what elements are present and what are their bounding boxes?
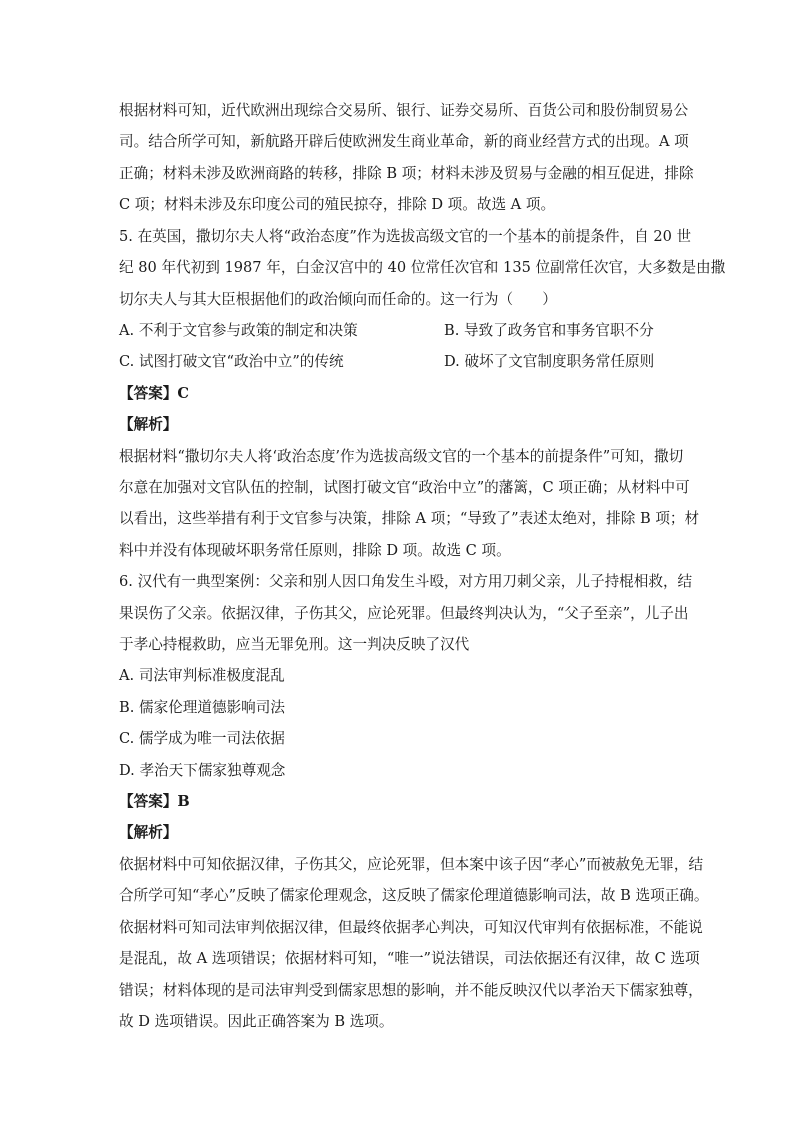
text-line: 正确；材料未涉及欧洲商路的转移，排除 B 项；材料未涉及贸易与金融的相互促进，排除	[119, 165, 694, 182]
analysis-text: 料中并没有体现破坏职务常任原则，排除 D 项。故选 C 项。	[119, 542, 511, 559]
option-c: C. 试图打破文官“政治中立”的传统	[119, 353, 344, 370]
option-b: B. 导致了政务官和事务官职不分	[444, 322, 654, 339]
analysis-text: 错误；材料体现的是司法审判受到儒家思想的影响，并不能反映汉代以孝治天下儒家独尊，	[119, 982, 703, 999]
option-a: A. 不利于文官参与政策的制定和决策	[119, 322, 358, 339]
text-line: 根据材料可知，近代欧洲出现综合交易所、银行、证券交易所、百货公司和股份制贸易公	[119, 102, 689, 119]
question-6-stem: 于孝心持棍救助，应当无罪免刑。这一判决反映了汉代	[119, 636, 470, 653]
text-line: C 项；材料未涉及东印度公司的殖民掠夺，排除 D 项。故选 A 项。	[119, 196, 556, 213]
question-5-stem: 5. 在英国，撒切尔夫人将“政治态度”作为选拔高级文官的一个基本的前提条件，自 20 世	[119, 228, 692, 245]
question-6-stem: 果误伤了父亲。依据汉律，子伤其父，应论死罪。但最终判决认为，“父子至亲”，儿子出	[119, 605, 689, 622]
option-d: D. 孝治天下儒家独尊观念	[119, 762, 286, 779]
option-a: A. 司法审判标准极度混乱	[119, 667, 285, 684]
analysis-label: 【解析】	[119, 824, 178, 841]
analysis-text: 合所学可知“孝心”反映了儒家伦理观念，这反映了儒家伦理道德影响司法，故 B 选项正确。	[119, 887, 709, 904]
answer-label: 【答案】C	[119, 385, 189, 402]
analysis-text: 故 D 选项错误。因此正确答案为 B 选项。	[119, 1013, 394, 1030]
analysis-text: 依据材料可知司法审判依据汉律，但最终依据孝心判决，可知汉代审判有依据标准，不能说	[119, 919, 703, 936]
text-line: 司。结合所学可知，新航路开辟后使欧洲发生商业革命，新的商业经营方式的出现。A 项	[119, 133, 689, 150]
analysis-text: 依据材料中可知依据汉律，子伤其父，应论死罪，但本案中该子因“孝心”而被赦免无罪，结	[119, 856, 704, 873]
analysis-text: 尔意在加强对文官队伍的控制，试图打破文官“政治中立”的藩篱，C 项正确；从材料中可	[119, 479, 690, 496]
question-5-stem: 纪 80 年代初到 1987 年，白金汉宫中的 40 位常任次官和 135 位副常任次官，大多数是由撒	[119, 259, 726, 276]
question-5-stem: 切尔夫人与其大臣根据他们的政治倾向而任命的。这一行为（ ）	[119, 291, 557, 308]
option-b: B. 儒家伦理道德影响司法	[119, 699, 285, 716]
option-c: C. 儒学成为唯一司法依据	[119, 730, 285, 747]
analysis-label: 【解析】	[119, 416, 178, 433]
analysis-text: 以看出，这些举措有利于文官参与决策，排除 A 项；“导致了”表述太绝对，排除 B 项；材	[119, 510, 700, 527]
analysis-text: 根据材料“撒切尔夫人将‘政治态度’作为选拔高级文官的一个基本的前提条件”可知，撒切	[119, 448, 684, 465]
answer-label: 【答案】B	[119, 793, 190, 810]
option-d: D. 破坏了文官制度职务常任原则	[444, 353, 655, 370]
analysis-text: 是混乱，故 A 选项错误；依据材料可知，“唯一”说法错误，司法依据还有汉律，故 C 选项	[119, 950, 700, 967]
question-6-stem: 6. 汉代有一典型案例：父亲和别人因口角发生斗殴，对方用刀刺父亲，儿子持棍相救，结	[119, 573, 693, 590]
